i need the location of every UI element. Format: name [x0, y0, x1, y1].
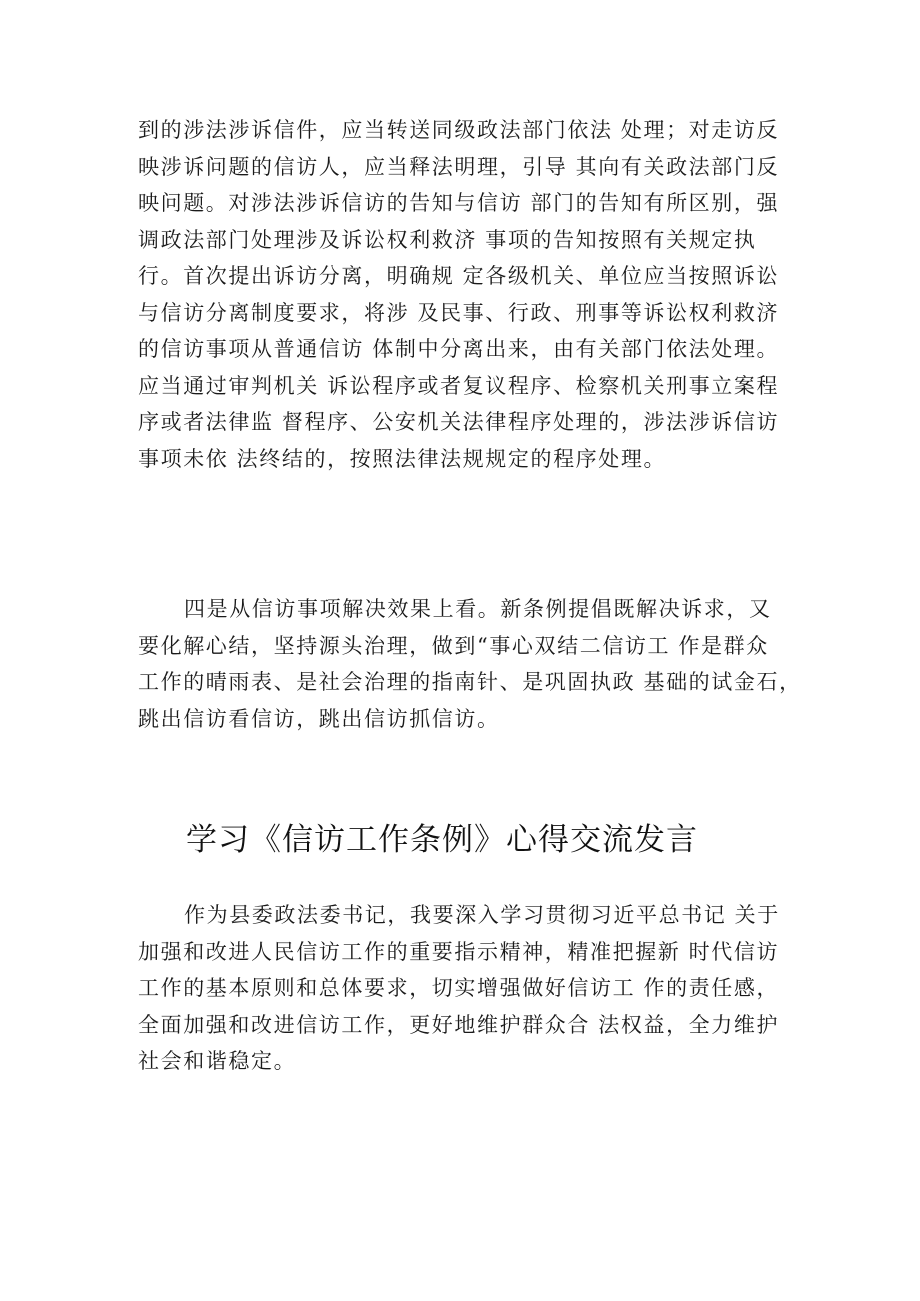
text-line: 要化解心结，坚持源头治理，做到“事心双结二信访工 作是群众: [138, 633, 769, 658]
text-line: 加强和改进人民信访工作的重要指示精神，精准把握新 时代信访: [138, 939, 780, 964]
paragraph-speech: [138, 897, 798, 1080]
text-line: 工作的基本原则和总体要求，切实增强做好信访工 作的责任感，: [138, 976, 780, 1000]
section-heading: 学习《信访工作条例》心得交流发言: [186, 822, 698, 858]
text-line: 作为县委政法委书记，我要深入学习贯彻习近平总书记 关于: [184, 903, 780, 927]
text-line: 全面加强和改进信访工作，更好地维护群众合 法权益，全力维护: [138, 1012, 780, 1037]
text-line: 调政法部门处理涉及诉讼权利救济 事项的告知按照有关规定执: [138, 227, 757, 252]
text-line: 的信访事项从普通信访 体制中分离出来，由有关部门依法处理。: [138, 337, 780, 361]
text-line: 四是从信访事项解决效果上看。新条例提倡既解决诉求，又: [184, 597, 772, 621]
text-line: 应当通过审判机关 诉讼程序或者复议程序、检察机关刑事立案程: [138, 373, 780, 398]
text-line: 与信访分离制度要求，将涉 及民事、行政、刑事等诉讼权利救济: [138, 300, 780, 325]
paragraph-continued: [138, 112, 798, 477]
text-line: 行。首次提出诉访分离，明确规 定各级机关、单位应当按照诉讼: [138, 264, 780, 288]
paragraph-four: [138, 591, 802, 737]
text-line: 社会和谐稳定。: [138, 1049, 297, 1073]
text-line: 映问题。对涉法涉诉信访的告知与信访 部门的告知有所区别，强: [138, 191, 780, 215]
text-line: 到的涉法涉诉信件，应当转送同级政法部门依法 处理；对走访反: [138, 118, 780, 142]
text-line: 工作的晴雨表、是社会治理的指南针、是巩固执政 基础的试金石，: [138, 670, 802, 694]
text-line: 序或者法律监 督程序、公安机关法律程序处理的，涉法涉诉信访: [138, 410, 780, 434]
text-line: 事项未依 法终结的，按照法律法规规定的程序处理。: [138, 446, 667, 471]
text-line: 映涉诉问题的信访人，应当释法明理，引导 其向有关政法部门反: [138, 154, 780, 179]
text-line: 跳出信访看信访，跳出信访抓信访。: [138, 706, 500, 731]
